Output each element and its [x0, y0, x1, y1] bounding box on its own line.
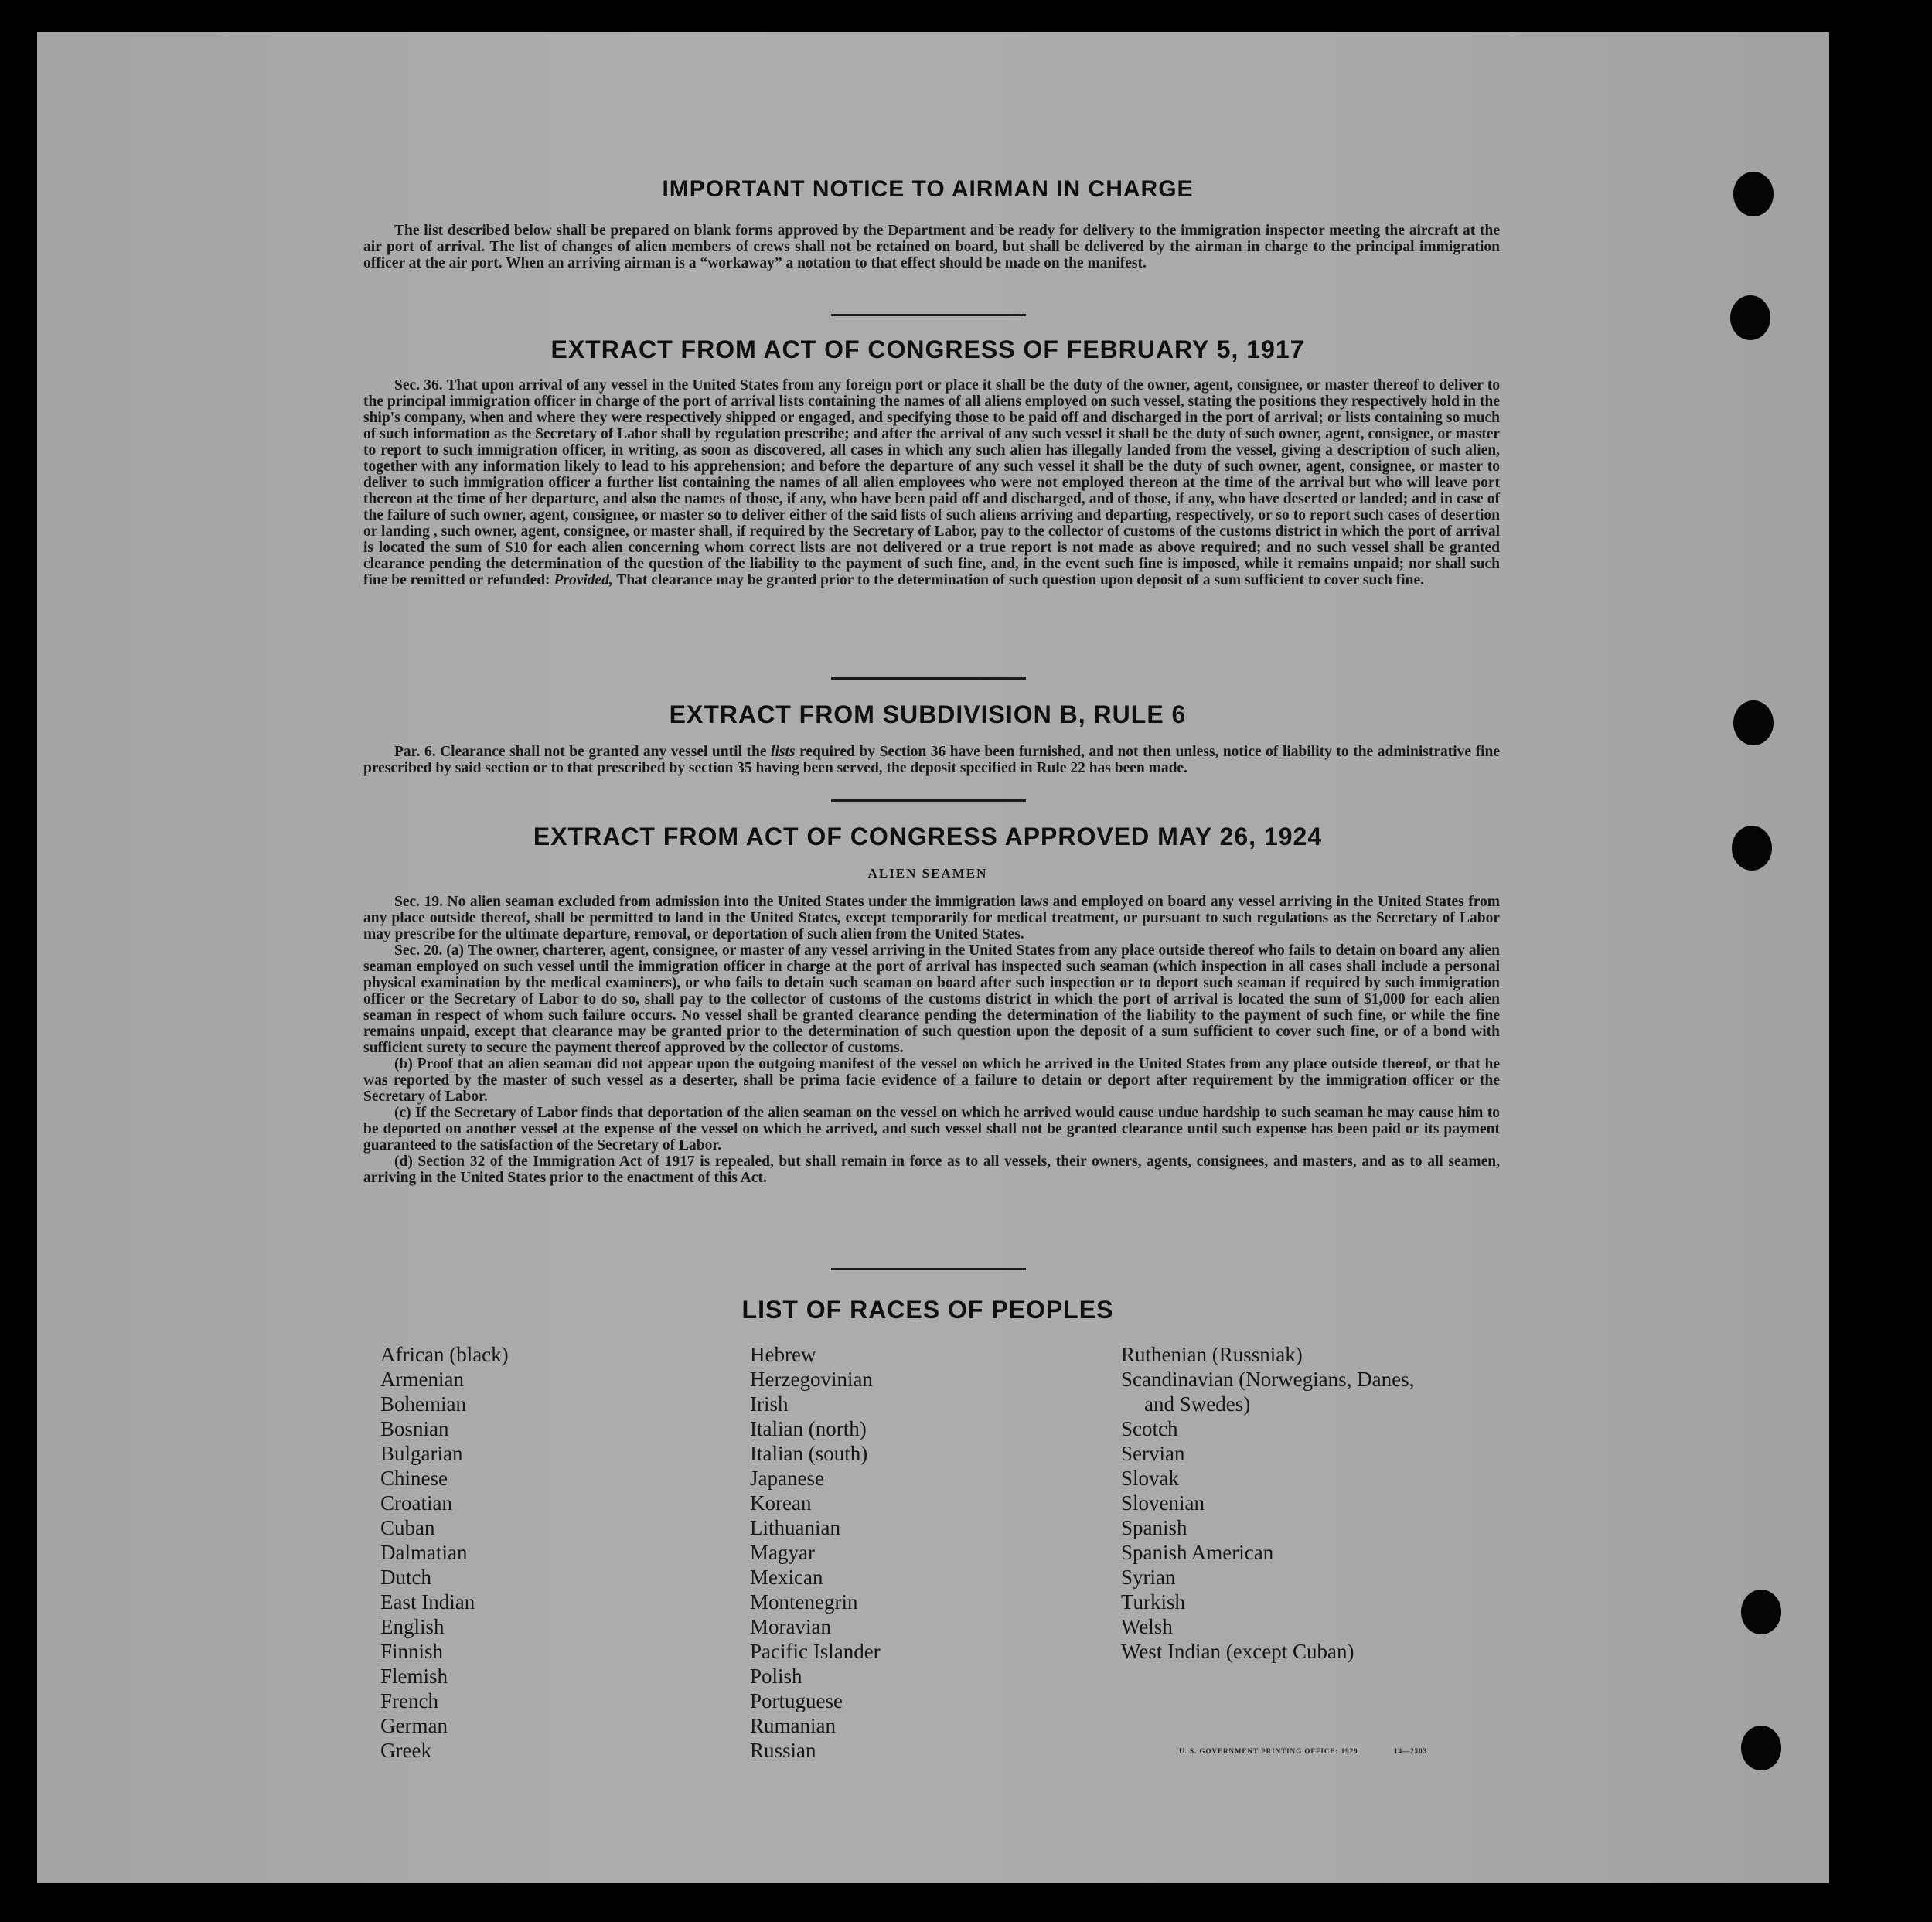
race-item: Welsh: [1121, 1615, 1173, 1638]
race-item: Greek: [380, 1739, 431, 1762]
act-1924-text: [363, 894, 1500, 1186]
notice-paragraph: The list described below shall be prepared on blank forms approved by the Department and be ready for delivery to the immigration inspector meeting the aircraft at the air port of arrival. The list of changes of alien members of crews shall not be retained on board, but shall be delivered by the airman in charge to the principal immigration officer at the air port. When an arriving airman is a “workaway” a notation to that effect should be made on the manifest.: [363, 223, 1500, 271]
race-item: Scotch: [1121, 1417, 1178, 1440]
race-item: Flemish: [380, 1665, 448, 1688]
race-item: Cuban: [380, 1516, 435, 1539]
act-1924-title: EXTRACT FROM ACT OF CONGRESS APPROVED MAY 26, 1924: [533, 823, 1323, 850]
act-1917-title: EXTRACT FROM ACT OF CONGRESS OF FEBRUARY 5, 1917: [550, 336, 1305, 363]
par-6-paragraph: [363, 744, 1500, 776]
race-item: Spanish: [1121, 1516, 1187, 1539]
race-item: Portuguese: [750, 1689, 843, 1712]
race-item: French: [380, 1689, 438, 1712]
section-36-label: Sec. 36.: [394, 377, 443, 394]
race-item: Pacific Islander: [750, 1640, 881, 1663]
race-item: Chinese: [380, 1467, 448, 1490]
binder-hole: [1730, 295, 1770, 340]
section-20a-paragraph: [363, 942, 1500, 1056]
races-column-1: [380, 1342, 509, 1763]
section-divider: [831, 677, 1026, 680]
race-item: Slovenian: [1121, 1491, 1205, 1515]
section-19-label: Sec. 19.: [394, 894, 443, 910]
par-6-text-end: required by Section 36 have been furnished, and not then unless, notice of liability to the administrative fine prescribed by said section or to that prescribed by section 35 having been served, the deposit specified in Rule 22 has been made.: [363, 744, 1501, 776]
races-title: LIST OF RACES OF PEOPLES: [741, 1296, 1114, 1324]
form-number: 14—2503: [1394, 1747, 1428, 1755]
notice-title: IMPORTANT NOTICE TO AIRMAN IN CHARGE: [662, 176, 1194, 202]
race-item: Dutch: [380, 1566, 431, 1589]
act-1917-text: [363, 377, 1500, 588]
race-item: Montenegrin: [750, 1590, 858, 1614]
section-20c-paragraph: (c) If the Secretary of Labor finds that deportation of the alien seaman on the vessel on which he arrived would cause undue hardship to such seaman he may cause him to be deported on another vessel at the expense of the vessel on which he arrived, and such vessel shall not be granted clearance until such expense has been paid or its payment guaranteed to the satisfaction of the Secretary of Labor.: [363, 1105, 1500, 1154]
binder-hole: [1741, 1726, 1781, 1770]
race-item: Italian (north): [750, 1417, 867, 1440]
printer-name: U. S. GOVERNMENT PRINTING OFFICE: 1929: [1179, 1747, 1358, 1755]
rule-6-text: [363, 744, 1500, 776]
section-36-provided: Provided,: [554, 572, 613, 588]
section-19-body: No alien seaman excluded from admission into the United States under the immigration laws and employed on board any vessel arriving in the United States from any place outside thereof, shall be permitted to land in the United States, except temporarily for medical treatment, or pursuant to such regulations as the Secretary of Labor may prescribe for the ultimate departure, removal, or deportation of such alien from the United States.: [363, 894, 1501, 942]
binder-hole: [1733, 700, 1774, 745]
rule-6-title: EXTRACT FROM SUBDIVISION B, RULE 6: [669, 700, 1187, 728]
binder-hole: [1733, 172, 1774, 216]
race-item: African (black): [380, 1343, 509, 1366]
race-item: Lithuanian: [750, 1516, 840, 1539]
race-item: Herzegovinian: [750, 1368, 873, 1391]
race-item: East Indian: [380, 1590, 475, 1614]
section-20d-paragraph: (d) Section 32 of the Immigration Act of 1917 is repealed, but shall remain in force as to all vessels, their owners, agents, consignees, and masters, and as to all seamen, arriving in the United States prior to the enactment of this Act.: [363, 1154, 1500, 1186]
race-item: Rumanian: [750, 1714, 836, 1737]
race-item: Servian: [1121, 1442, 1185, 1465]
section-divider: [831, 1268, 1026, 1270]
race-item: Slovak: [1121, 1467, 1180, 1490]
race-item: Syrian: [1121, 1566, 1176, 1589]
section-divider: [831, 314, 1026, 316]
race-item: Russian: [750, 1739, 816, 1762]
race-item: Armenian: [380, 1368, 464, 1391]
section-19-paragraph: [363, 894, 1500, 942]
section-36-paragraph: [363, 377, 1500, 588]
race-item: West Indian (except Cuban): [1121, 1640, 1354, 1663]
race-item: Hebrew: [750, 1343, 816, 1366]
race-item: English: [380, 1615, 445, 1638]
race-item: Bosnian: [380, 1417, 449, 1440]
races-column-3: [1121, 1342, 1414, 1664]
section-20a-body: (a) The owner, charterer, agent, consignee, or master of any vessel arriving in the United States from any place outside thereof who fails to detain on board any alien seaman employed on such vessel until the immigration officer in charge at the port of arrival has inspected such seaman (which inspection in all cases shall include a personal physical examination by the medical examiners), or who fails to detain such seaman on board after such inspection or to deport such seaman if required by such immigration officer or the Secretary of Labor to do so, shall pay to the collector of customs of the customs district in which the port of arrival is located the sum of $1,000 for each alien seaman in respect of whom such failure occurs. No vessel shall be granted clearance pending the determination of the liability to the payment of such fine, or while the fine remains unpaid, except that clearance may be granted prior to the determination of such question upon the deposit of a sum sufficient to cover such fine, or of a bond with sufficient surety to secure the payment thereof approved by the collector of customs.: [363, 942, 1501, 1056]
section-36-body: That upon arrival of any vessel in the United States from any foreign port or place it shall be the duty of the owner, agent, consignee, or master thereof to deliver to the principal immigration officer in charge of the port of arrival lists containing the names of all aliens employed on such vessel, stating the positions they respectively hold in the ship's company, when and where they were respectively shipped or engaged, and specifying those to be paid off and discharged in the port of arrival; or lists containing so much of such information as the Secretary of Labor shall by regulation prescribe; and after the arrival of any such vessel it shall be the duty of such owner, agent, consignee, or master to report to such immigration officer, in writing, as soon as discovered, all cases in which any such alien has illegally landed from the vessel, giving a description of such alien, together with any information likely to lead to his apprehension; and before the departure of any such vessel it shall be the duty of such owner, agent, consignee, or master to deliver to such immigration officer a further list containing the names of all alien employees who were not employed thereon at the time of the arrival but who will leave port thereon at the time of her departure, and also the names of those, if any, who have been paid off and discharged, and of those, if any, who have deserted or landed; and in case of the failure of such owner, agent, consignee, or master so to deliver either of the said lists of such aliens arriving and departing, respectively, or so to report such cases of desertion or landing , such owner, agent, consignee, or master shall, if required by the Secretary of Labor, pay to the collector of customs of the customs district in which the port of arrival is located the sum of $10 for each alien concerning whom correct lists are not delivered or a true report is not made as above required; and no such vessel shall be granted clearance pending the determination of the question of the liability to the payment of such fine, and, in the event such fine is imposed, while it remains unpaid; nor shall such fine be remitted or refunded:: [363, 377, 1501, 588]
races-column-2: [750, 1342, 881, 1763]
race-item: Dalmatian: [380, 1541, 468, 1564]
race-item: Irish: [750, 1392, 789, 1416]
par-6-text-start: Par. 6. Clearance shall not be granted any vessel until the: [394, 744, 767, 760]
race-item: Moravian: [750, 1615, 831, 1638]
section-36-tail: That clearance may be granted prior to the determination of such question upon deposit of a sum sufficient to cover such fine.: [616, 572, 1424, 588]
section-divider: [831, 799, 1026, 802]
race-item: Italian (south): [750, 1442, 868, 1465]
race-item: Scandinavian (Norwegians, Danes,: [1121, 1368, 1415, 1391]
race-item: Bulgarian: [380, 1442, 463, 1465]
race-item: Ruthenian (Russniak): [1121, 1343, 1303, 1366]
binder-hole: [1741, 1590, 1781, 1634]
race-item-continuation: and Swedes): [1144, 1392, 1251, 1416]
race-item: Mexican: [750, 1566, 823, 1589]
printer-imprint: [1179, 1747, 1427, 1755]
race-item: Croatian: [380, 1491, 452, 1515]
alien-seamen-subtitle: ALIEN SEAMEN: [867, 866, 988, 881]
race-item: Japanese: [750, 1467, 824, 1490]
race-item: Bohemian: [380, 1392, 466, 1416]
notice-text: [363, 223, 1500, 271]
race-item: Magyar: [750, 1541, 815, 1564]
race-item: Polish: [750, 1665, 802, 1688]
par-6-lists: lists: [771, 744, 796, 760]
section-20-label: Sec. 20.: [394, 942, 443, 959]
race-item: Spanish American: [1121, 1541, 1274, 1564]
race-item: Finnish: [380, 1640, 444, 1663]
race-item: Korean: [750, 1491, 812, 1515]
race-item: German: [380, 1714, 448, 1737]
section-20b-paragraph: (b) Proof that an alien seaman did not appear upon the outgoing manifest of the vessel on which he arrived in the United States from any place outside thereof, or that he was reported by the master of such vessel as a deserter, shall be prima facie evidence of a failure to detain or deport after requirement by the immigration officer or the Secretary of Labor.: [363, 1056, 1500, 1105]
race-item: Turkish: [1121, 1590, 1186, 1614]
binder-hole: [1732, 826, 1772, 871]
